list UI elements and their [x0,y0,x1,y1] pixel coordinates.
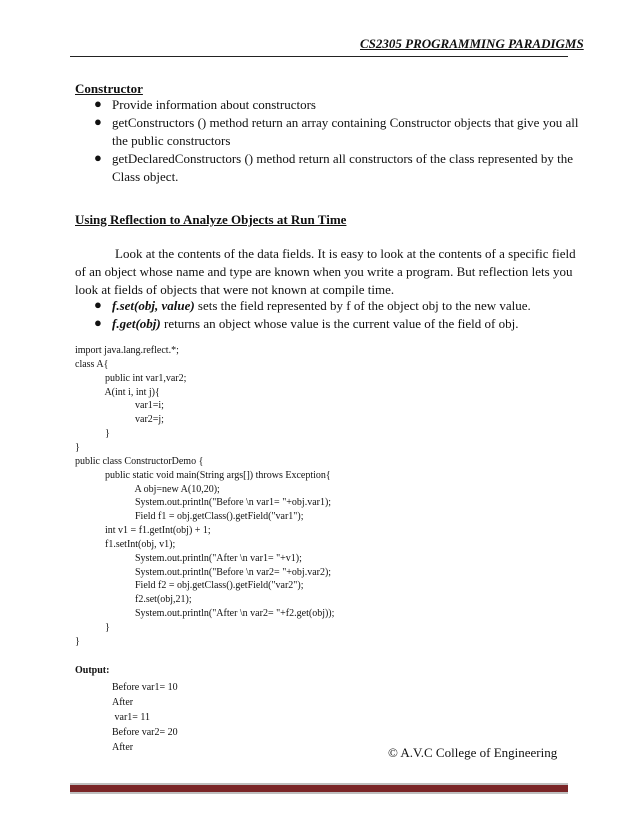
code-line: int v1 = f1.getInt(obj) + 1; [75,525,211,537]
bullet-icon: ● [94,150,102,165]
method-description: sets the field represented by f of the object obj to the new value. [194,298,531,313]
output-line: Before var1= 10 [112,682,178,693]
method-description: returns an object whose value is the current value of the field of obj. [160,316,519,331]
code-line: var1=i; [75,400,164,412]
bullet-icon: ● [94,96,102,111]
reflection-paragraph-line: Look at the contents of the data fields. It is easy to look at the contents of a specific field [115,246,576,261]
code-line: A(int i, int j){ [75,386,160,398]
code-line: } [75,622,110,633]
reflection-paragraph-line: of an object whose name and type are known when you write a program. But reflection lets you [75,264,573,279]
code-line: A obj=new A(10,20); [75,483,220,495]
code-line: System.out.println("Before \n var1= "+obj.var1); [75,497,332,509]
bullet-icon: ● [94,297,102,312]
output-line: var1= 11 [112,712,151,723]
code-line: } [75,428,110,440]
bullet-icon: ● [94,114,102,129]
method-signature: f.get(obj) [112,316,161,331]
header-divider [70,56,568,57]
bullet-text: Provide information about constructors [112,97,316,112]
code-line: System.out.println("After \n var2= "+f2.get(obj)); [75,608,335,620]
code-line: Field f1 = obj.getClass().getField("var1"); [75,511,304,523]
code-line: public static void main(String args[]) throws Exception{ [75,469,331,481]
output-label: Output: [75,665,110,676]
bullet-text: getConstructors () method return an array containing Constructor objects that give you all [112,115,579,130]
header-title: CS2305 PROGRAMMING PARADIGMS [360,36,584,51]
bullet-icon: ● [94,315,102,330]
code-line: System.out.println("After \n var1= "+v1); [75,552,302,564]
code-line: public class ConstructorDemo { [75,455,204,467]
code-line: } [75,441,80,453]
code-line: public int var1,var2; [75,372,187,384]
code-line: import java.lang.reflect.*; [75,345,179,356]
code-line: } [75,635,80,647]
reflection-paragraph-line: look at fields of objects that were not known at compile time. [75,282,395,297]
code-line: class A{ [75,358,109,370]
output-line: After [112,697,134,708]
output-line: After [112,742,134,753]
code-line: f1.setInt(obj, v1); [75,538,176,550]
code-line: System.out.println("Before \n var2= "+obj.var2); [75,566,332,578]
method-signature: f.set(obj, value) [112,298,195,313]
reflection-heading: Using Reflection to Analyze Objects at Run Time [75,212,347,227]
bullet-text: getDeclaredConstructors () method return all constructors of the class represented by the [112,151,573,166]
code-line: var2=j; [75,414,164,426]
code-line: Field f2 = obj.getClass().getField("var2"); [75,580,304,592]
bullet-text: the public constructors [112,133,231,148]
output-line: Before var2= 20 [112,727,178,738]
constructor-heading: Constructor [75,81,143,96]
bullet-text: Class object. [112,169,179,184]
footer-bar [70,783,568,794]
code-line: f2.set(obj,21); [75,594,192,606]
footer-credit: © A.V.C College of Engineering [388,745,558,760]
